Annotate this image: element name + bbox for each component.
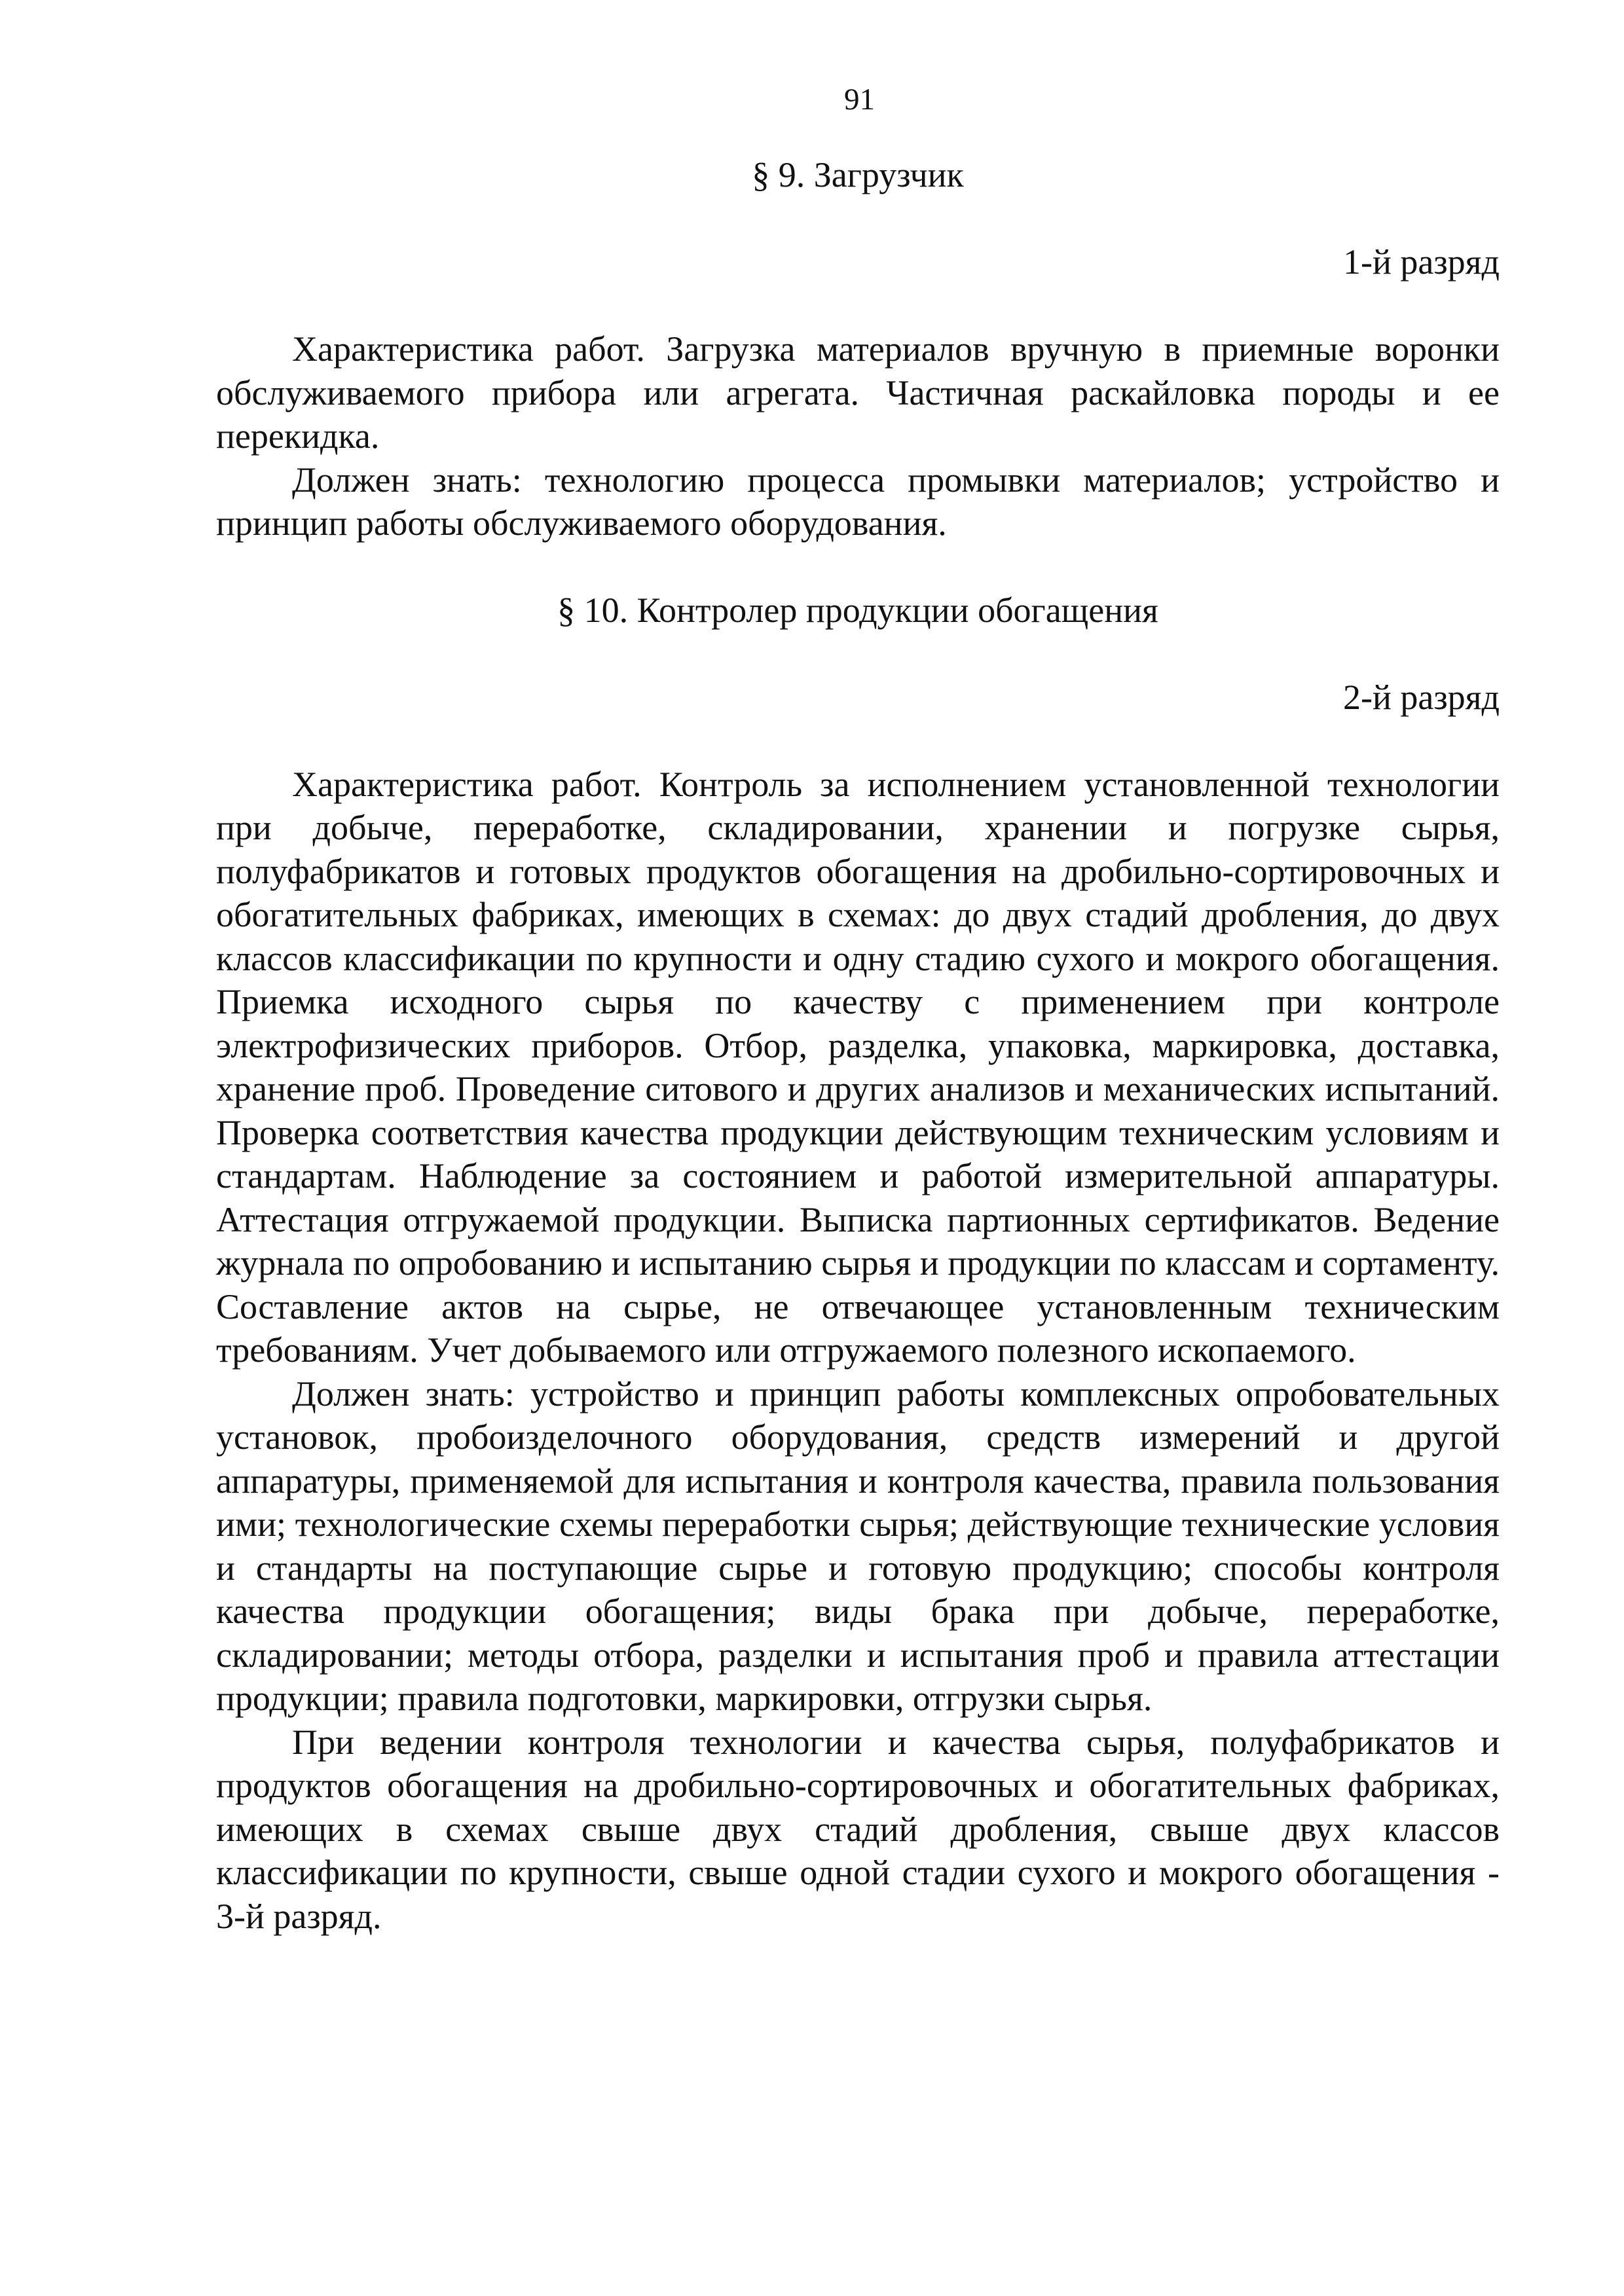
section-10-characteristics: Характеристика работ. Контроль за исполнением установленной технологии при добыче, переработке, складировании, хранении и погрузке сырья, полуфабрикатов и готовых продуктов обогащения на дробильно-сортировочных и обогатительных фабриках, имеющих в схемах: до двух стадий дробления, до двух классов классификации по крупности и одну стадию сухого и мокрого обогащения. Приемка исходного сырья по качеству с применением при контроле электрофизических приборов. Отбор, разделка, упаковка, маркировка, доставка, хранение проб. Проведение ситового и других анализов и механических испытаний. Проверка соответствия качества продукции действующим техническим условиям и стандартам. Наблюдение за состоянием и работой измерительной аппаратуры. Аттестация отгружаемой продукции. Выписка партионных сертификатов. Ведение журнала по опробованию и испытанию сырья и продукции по классам и сортаменту. Составление актов на сырье, не отвечающее установленным техническим требованиям. Учет добываемого или отгружаемого полезного ископаемого. xyxy=(216,764,1500,1370)
section-10 xyxy=(216,589,1500,1939)
section-10-must-know: Должен знать: устройство и принцип работы комплексных опробовательных установок, пробоизделочного оборудования, средств измерений и другой аппаратуры, применяемой для испытания и контроля качества, правила пользования ими; технологические схемы переработки сырья; действующие технические условия и стандарты на поступающие сырье и готовую продукцию; способы контроля качества продукции обогащения; виды брака при добыче, переработке, складировании; методы отбора, разделки и испытания проб и правила аттестации продукции; правила подготовки, маркировки, отгрузки сырья. xyxy=(216,1374,1500,1718)
page-number: 91 xyxy=(844,82,875,117)
section-9-characteristics: Характеристика работ. Загрузка материалов вручную в приемные воронки обслуживаемого прибора или агрегата. Частичная раскайловка породы и ее перекидка. xyxy=(216,329,1500,456)
section-9-grade: 1-й разряд xyxy=(1343,242,1500,282)
page-content xyxy=(216,153,1500,1938)
section-9-must-know: Должен знать: технологию процесса промывки материалов; устройство и принцип работы обслуживаемого оборудования. xyxy=(216,460,1500,543)
section-10-grade-note: При ведении контроля технологии и качества сырья, полуфабрикатов и продуктов обогащения на дробильно-сортировочных и обогатительных фабриках, имеющих в схемах свыше двух стадий дробления, свыше двух классов классификации по крупности, свыше одной стадии сухого и мокрого обогащения - 3-й разряд. xyxy=(216,1722,1500,1936)
section-9 xyxy=(216,153,1500,545)
section-10-heading: § 10. Контролер продукции обогащения xyxy=(557,590,1158,630)
section-10-grade: 2-й разряд xyxy=(1343,677,1500,717)
section-9-heading: § 9. Загрузчик xyxy=(752,155,964,194)
